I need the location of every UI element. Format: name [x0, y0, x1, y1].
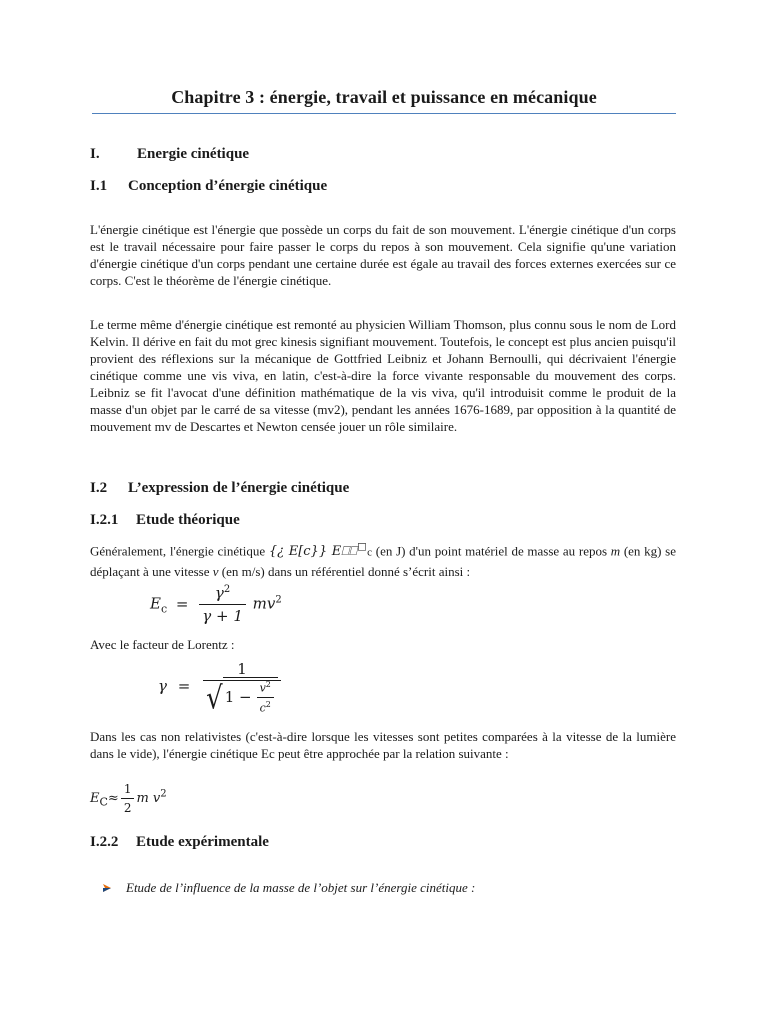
paragraph-history: Le terme même d'énergie cinétique est remonté au physicien William Thomson, plus connu sous le nom de Lord Kelvin. Il dérive en fait du mot grec kinesis signifiant mouvement. Toutefois, le concept est plus ancien puisqu'il provient des réflexions sur la mécanique de Gottfried Leibniz et Johann Bernoulli, qui décrivaient l'énergie cinétique comme une vis viva, en latin, c'est-à-dire la force vivante responsable du mouvement des corps. Leibniz se fit l'avocat d'une définition mathématique de la vis viva, qu'il introduisit comme le produit de la masse d'un objet par le carré de sa vitesse (mv2), pendant les années 1676-1689, par opposition à la quantité de mouvement mv de Descartes et Newton censée jouer un rôle similaire.: [90, 317, 676, 434]
section-title: L’expression de l’énergie cinétique: [128, 480, 350, 496]
section-title: Energie cinétique: [137, 146, 250, 162]
paragraph-non-relativistic: Dans les cas non relativistes (c'est-à-dire lorsque les vitesses sont petites comparées à la vitesse de la lumière dans le vide), l'énergie cinétique Ec peut être approchée par la relation suivante :: [90, 729, 676, 761]
lorentz-label: Avec le facteur de Lorentz :: [90, 637, 235, 652]
equation-relativistic-energy: $E_c$ = $\frac{\gamma^2}{\gamma + 1}$ $mv^2$: [150, 584, 282, 625]
section-title: Etude théorique: [136, 512, 240, 528]
section-heading-1: [90, 146, 249, 163]
section-number: I.2: [90, 480, 108, 496]
equation-lorentz-factor: γ = 1 √ 1 − $\frac{v^2}{c^2}$: [158, 660, 283, 714]
section-heading-1-1: [90, 178, 327, 195]
section-number: I.2.1: [90, 512, 119, 528]
title-underline: [92, 113, 676, 114]
section-title: Conception d’énergie cinétique: [128, 178, 328, 194]
paragraph-general-expression: Généralement, l'énergie cinétique {¿ E[c}} E⎕⎕□c (en J) d'un point matériel de masse au repos m (en kg) se déplaçant à une vitesse v (en m/s) dans un référentiel donné s’écrit ainsi :: [90, 542, 677, 580]
section-number: I.2.2: [90, 834, 119, 850]
section-heading-1-2-1: [90, 512, 240, 529]
paragraph-definition: L'énergie cinétique est l'énergie que possède un corps du fait de son mouvement. L'énergie cinétique d'un corps est le travail nécessaire pour faire passer le corps du repos à son mouvement. Cela signifie qu'une variation d'énergie cinétique d'un corps pendant une certaine durée est égale au travail des forces externes exercées sur ce corps. C'est le théorème de l'énergie cinétique.: [90, 222, 676, 288]
bullet-text: Etude de l’influence de la masse de l’objet sur l’énergie cinétique :: [126, 880, 476, 895]
garbled-equation: {¿ E[c}} E⎕⎕□: [268, 542, 368, 560]
section-number: I.1: [90, 178, 108, 194]
section-heading-1-2-2: [90, 834, 269, 851]
chapter-title: Chapitre 3 : énergie, travail et puissance en mécanique: [171, 87, 597, 107]
arrow-bullet-icon: [102, 881, 112, 891]
section-number: I.: [90, 146, 100, 162]
section-title: Etude expérimentale: [136, 834, 269, 850]
bullet-item: [102, 880, 475, 896]
equation-classical-energy: $E_C\approx$ $\frac{1}{2}$ m $v^2$: [90, 782, 167, 815]
section-heading-1-2: [90, 480, 349, 497]
